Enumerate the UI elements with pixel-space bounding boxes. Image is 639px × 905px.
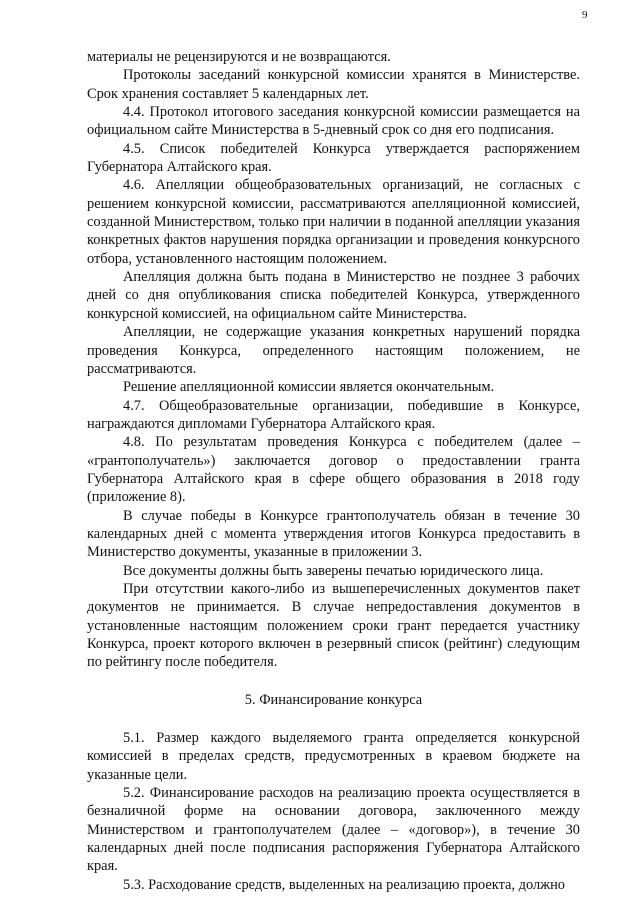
paragraph-5-3: 5.3. Расходование средств, выделенных на реализацию проекта, должно [123, 876, 565, 893]
paragraph-protocol-storage: Протоколы заседаний конкурсной комиссии хранятся в Министерстве. Срок хранения составляет 5 календарных лет. [87, 67, 580, 102]
document-body [87, 48, 580, 894]
paragraph-5-2: 5.2. Финансирование расходов на реализацию проекта осуществляется в безналичной форме на основании договора, заключенного между Министерством и грантополучателем (далее – «договор»), в течение 30 календарных дней после подписания распоряжения Губернатора Алтайского края. [87, 785, 580, 875]
paragraph-documents-30-days: В случае победы в Конкурсе грантополучатель обязан в течение 30 календарных дней с момента утверждения итогов Конкурса предоставить в Министерство документы, указанные в приложении 3. [87, 507, 580, 561]
paragraph-continuation: материалы не рецензируются и не возвращаются. [87, 49, 391, 65]
section-5-heading: 5. Финансирование конкурса [244, 691, 423, 708]
paragraph-4-4: 4.4. Протокол итогового заседания конкурсной комиссии размещается на официальном сайте Министерства в 5-дневный срок со дня его подписания. [87, 104, 580, 139]
paragraph-documents-seal: Все документы должны быть заверены печатью юридического лица. [123, 562, 544, 579]
paragraph-documents-missing: При отсутствии какого-либо из вышеперечисленных документов пакет документов не принимается. В случае непредоставления документов в установленные настоящим положением сроки грант передается участнику Конкурса, проект которого включен в резервный список (рейтинг) следующим по рейтингу после победителя. [87, 580, 580, 671]
paragraph-appeal-deadline: Апелляция должна быть подана в Министерство не позднее 3 рабочих дней со дня опубликования списка победителей Конкурса, утвержденного конкурсной комиссией, на официальном сайте Министерства. [87, 269, 580, 322]
paragraph-4-6: 4.6. Апелляции общеобразовательных организаций, не согласных с решением конкурсной комиссии, рассматриваются апелляционной комиссией, созданной Министерством, только при наличии в поданной апелляции указания конкретных фактов нарушения порядка организации и проведения конкурсного отбора, установленного настоящим положением. [87, 177, 580, 267]
paragraph-4-5: 4.5. Список победителей Конкурса утверждается распоряжением Губернатора Алтайского края. [87, 140, 580, 176]
paragraph-appeal-rejection: Апелляции, не содержащие указания конкретных нарушений порядка проведения Конкурса, определенного настоящим положением, не рассматриваются. [87, 324, 580, 377]
paragraph-4-7: 4.7. Общеобразовательные организации, победившие в Конкурсе, награждаются дипломами Губернатора Алтайского края. [87, 397, 580, 432]
paragraph-appeal-final: Решение апелляционной комиссии является окончательным. [123, 379, 495, 396]
paragraph-5-1: 5.1. Размер каждого выделяемого гранта определяется конкурсной комиссией в пределах средств, предусмотренных в краевом бюджете на указанные цели. [87, 730, 580, 783]
page-number: 9 [582, 9, 588, 21]
paragraph-4-8: 4.8. По результатам проведения Конкурса с победителем (далее – «грантополучатель») заключается договор о предоставлении гранта Губернатора Алтайского края в сфере общего образования в 2018 году (приложение 8). [87, 434, 580, 506]
